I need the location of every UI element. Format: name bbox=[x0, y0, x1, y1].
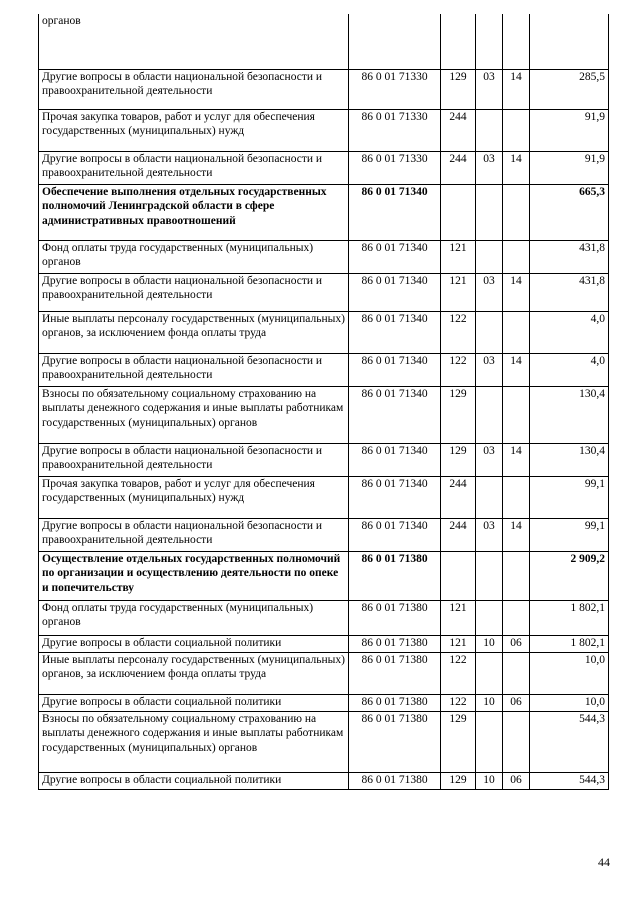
table-row bbox=[39, 240, 609, 273]
row-amount: 91,9 bbox=[530, 151, 609, 184]
row-expense-type: 244 bbox=[441, 151, 476, 184]
table-row bbox=[39, 14, 609, 69]
row-section bbox=[476, 240, 503, 273]
table-row bbox=[39, 109, 609, 151]
row-section bbox=[476, 109, 503, 151]
row-target-code: 86 0 01 71340 bbox=[349, 353, 441, 386]
row-section bbox=[476, 600, 503, 635]
row-expense-type: 244 bbox=[441, 518, 476, 551]
row-amount: 544,3 bbox=[530, 711, 609, 772]
row-amount: 99,1 bbox=[530, 518, 609, 551]
row-amount: 10,0 bbox=[530, 694, 609, 711]
row-target-code bbox=[349, 14, 441, 69]
row-expense-type: 121 bbox=[441, 600, 476, 635]
table-row bbox=[39, 386, 609, 443]
row-target-code: 86 0 01 71340 bbox=[349, 240, 441, 273]
row-subsection: 06 bbox=[503, 694, 530, 711]
row-name: Другие вопросы в области национальной безопасности и правоохранительной деятельности bbox=[39, 518, 349, 551]
budget-table-body bbox=[39, 14, 609, 789]
row-expense-type: 129 bbox=[441, 772, 476, 789]
row-name: Обеспечение выполнения отдельных государственных полномочий Ленинградской области в сфере административных правоотношений bbox=[39, 184, 349, 240]
row-name: Другие вопросы в области национальной безопасности и правоохранительной деятельности bbox=[39, 353, 349, 386]
row-section: 10 bbox=[476, 694, 503, 711]
row-target-code: 86 0 01 71340 bbox=[349, 476, 441, 518]
row-expense-type: 121 bbox=[441, 273, 476, 311]
table-row bbox=[39, 443, 609, 476]
row-expense-type: 121 bbox=[441, 635, 476, 652]
table-row bbox=[39, 69, 609, 109]
row-target-code: 86 0 01 71380 bbox=[349, 652, 441, 694]
row-expense-type: 244 bbox=[441, 476, 476, 518]
row-amount: 1 802,1 bbox=[530, 600, 609, 635]
row-amount: 431,8 bbox=[530, 240, 609, 273]
row-name: Другие вопросы в области социальной политики bbox=[39, 772, 349, 789]
row-target-code: 86 0 01 71340 bbox=[349, 518, 441, 551]
row-name: Другие вопросы в области национальной безопасности и правоохранительной деятельности bbox=[39, 69, 349, 109]
row-target-code: 86 0 01 71330 bbox=[349, 109, 441, 151]
row-subsection bbox=[503, 551, 530, 600]
row-subsection: 14 bbox=[503, 353, 530, 386]
table-row bbox=[39, 694, 609, 711]
row-subsection: 14 bbox=[503, 443, 530, 476]
row-subsection: 14 bbox=[503, 273, 530, 311]
row-target-code: 86 0 01 71340 bbox=[349, 443, 441, 476]
table-row bbox=[39, 184, 609, 240]
row-amount: 4,0 bbox=[530, 353, 609, 386]
page-number: 44 bbox=[598, 855, 610, 869]
row-expense-type: 122 bbox=[441, 353, 476, 386]
row-name: Осуществление отдельных государственных полномочий по организации и осуществлению деятельности по опеке и попечительству bbox=[39, 551, 349, 600]
row-name: Иные выплаты персоналу государственных (муниципальных) органов, за исключением фонда оплаты труда bbox=[39, 652, 349, 694]
table-row bbox=[39, 476, 609, 518]
row-name: Другие вопросы в области социальной политики bbox=[39, 694, 349, 711]
row-subsection bbox=[503, 184, 530, 240]
row-section bbox=[476, 311, 503, 353]
table-row bbox=[39, 518, 609, 551]
table-row bbox=[39, 273, 609, 311]
row-section bbox=[476, 711, 503, 772]
row-expense-type bbox=[441, 551, 476, 600]
table-row bbox=[39, 600, 609, 635]
row-section bbox=[476, 14, 503, 69]
row-expense-type: 122 bbox=[441, 652, 476, 694]
row-amount: 2 909,2 bbox=[530, 551, 609, 600]
row-section: 03 bbox=[476, 151, 503, 184]
row-expense-type bbox=[441, 184, 476, 240]
row-subsection bbox=[503, 711, 530, 772]
row-subsection bbox=[503, 652, 530, 694]
row-amount: 10,0 bbox=[530, 652, 609, 694]
row-expense-type bbox=[441, 14, 476, 69]
row-expense-type: 121 bbox=[441, 240, 476, 273]
row-amount: 431,8 bbox=[530, 273, 609, 311]
row-subsection: 14 bbox=[503, 69, 530, 109]
row-expense-type: 129 bbox=[441, 711, 476, 772]
row-section: 10 bbox=[476, 635, 503, 652]
row-subsection: 14 bbox=[503, 518, 530, 551]
row-subsection bbox=[503, 240, 530, 273]
row-name: Взносы по обязательному социальному страхованию на выплаты денежного содержания и иные выплаты работникам государственных (муниципальных) органов bbox=[39, 711, 349, 772]
row-subsection bbox=[503, 386, 530, 443]
row-section: 03 bbox=[476, 273, 503, 311]
row-amount bbox=[530, 14, 609, 69]
row-amount: 130,4 bbox=[530, 443, 609, 476]
row-section: 03 bbox=[476, 353, 503, 386]
row-expense-type: 129 bbox=[441, 386, 476, 443]
budget-table bbox=[38, 14, 609, 790]
table-row bbox=[39, 635, 609, 652]
row-target-code: 86 0 01 71340 bbox=[349, 311, 441, 353]
row-section bbox=[476, 652, 503, 694]
row-section: 03 bbox=[476, 69, 503, 109]
row-target-code: 86 0 01 71340 bbox=[349, 184, 441, 240]
row-subsection bbox=[503, 476, 530, 518]
row-section bbox=[476, 476, 503, 518]
row-expense-type: 122 bbox=[441, 311, 476, 353]
row-section: 03 bbox=[476, 443, 503, 476]
row-target-code: 86 0 01 71340 bbox=[349, 273, 441, 311]
row-expense-type: 129 bbox=[441, 443, 476, 476]
row-target-code: 86 0 01 71380 bbox=[349, 772, 441, 789]
row-amount: 1 802,1 bbox=[530, 635, 609, 652]
row-target-code: 86 0 01 71380 bbox=[349, 600, 441, 635]
row-target-code: 86 0 01 71380 bbox=[349, 694, 441, 711]
row-target-code: 86 0 01 71380 bbox=[349, 711, 441, 772]
row-amount: 544,3 bbox=[530, 772, 609, 789]
row-subsection bbox=[503, 600, 530, 635]
table-row bbox=[39, 151, 609, 184]
table-row bbox=[39, 711, 609, 772]
row-subsection bbox=[503, 14, 530, 69]
row-section bbox=[476, 551, 503, 600]
row-amount: 91,9 bbox=[530, 109, 609, 151]
row-amount: 285,5 bbox=[530, 69, 609, 109]
row-name: органов bbox=[39, 14, 349, 69]
table-row bbox=[39, 311, 609, 353]
row-target-code: 86 0 01 71340 bbox=[349, 386, 441, 443]
row-target-code: 86 0 01 71330 bbox=[349, 151, 441, 184]
row-subsection: 06 bbox=[503, 772, 530, 789]
row-name: Прочая закупка товаров, работ и услуг для обеспечения государственных (муниципальных) нужд bbox=[39, 476, 349, 518]
row-name: Прочая закупка товаров, работ и услуг для обеспечения государственных (муниципальных) нужд bbox=[39, 109, 349, 151]
row-name: Другие вопросы в области социальной политики bbox=[39, 635, 349, 652]
row-expense-type: 129 bbox=[441, 69, 476, 109]
row-target-code: 86 0 01 71330 bbox=[349, 69, 441, 109]
row-name: Другие вопросы в области национальной безопасности и правоохранительной деятельности bbox=[39, 443, 349, 476]
table-row bbox=[39, 551, 609, 600]
row-name: Другие вопросы в области национальной безопасности и правоохранительной деятельности bbox=[39, 273, 349, 311]
row-amount: 665,3 bbox=[530, 184, 609, 240]
row-target-code: 86 0 01 71380 bbox=[349, 551, 441, 600]
row-amount: 99,1 bbox=[530, 476, 609, 518]
row-name: Другие вопросы в области национальной безопасности и правоохранительной деятельности bbox=[39, 151, 349, 184]
row-expense-type: 122 bbox=[441, 694, 476, 711]
row-subsection bbox=[503, 109, 530, 151]
row-subsection: 14 bbox=[503, 151, 530, 184]
row-subsection: 06 bbox=[503, 635, 530, 652]
row-name: Иные выплаты персоналу государственных (муниципальных) органов, за исключением фонда оплаты труда bbox=[39, 311, 349, 353]
row-name: Фонд оплаты труда государственных (муниципальных) органов bbox=[39, 600, 349, 635]
row-subsection bbox=[503, 311, 530, 353]
row-section bbox=[476, 386, 503, 443]
table-row bbox=[39, 652, 609, 694]
row-expense-type: 244 bbox=[441, 109, 476, 151]
row-name: Фонд оплаты труда государственных (муниципальных) органов bbox=[39, 240, 349, 273]
row-section bbox=[476, 184, 503, 240]
row-section: 03 bbox=[476, 518, 503, 551]
table-row bbox=[39, 772, 609, 789]
row-name: Взносы по обязательному социальному страхованию на выплаты денежного содержания и иные выплаты работникам государственных (муниципальных) органов bbox=[39, 386, 349, 443]
table-row bbox=[39, 353, 609, 386]
row-target-code: 86 0 01 71380 bbox=[349, 635, 441, 652]
row-section: 10 bbox=[476, 772, 503, 789]
row-amount: 130,4 bbox=[530, 386, 609, 443]
row-amount: 4,0 bbox=[530, 311, 609, 353]
